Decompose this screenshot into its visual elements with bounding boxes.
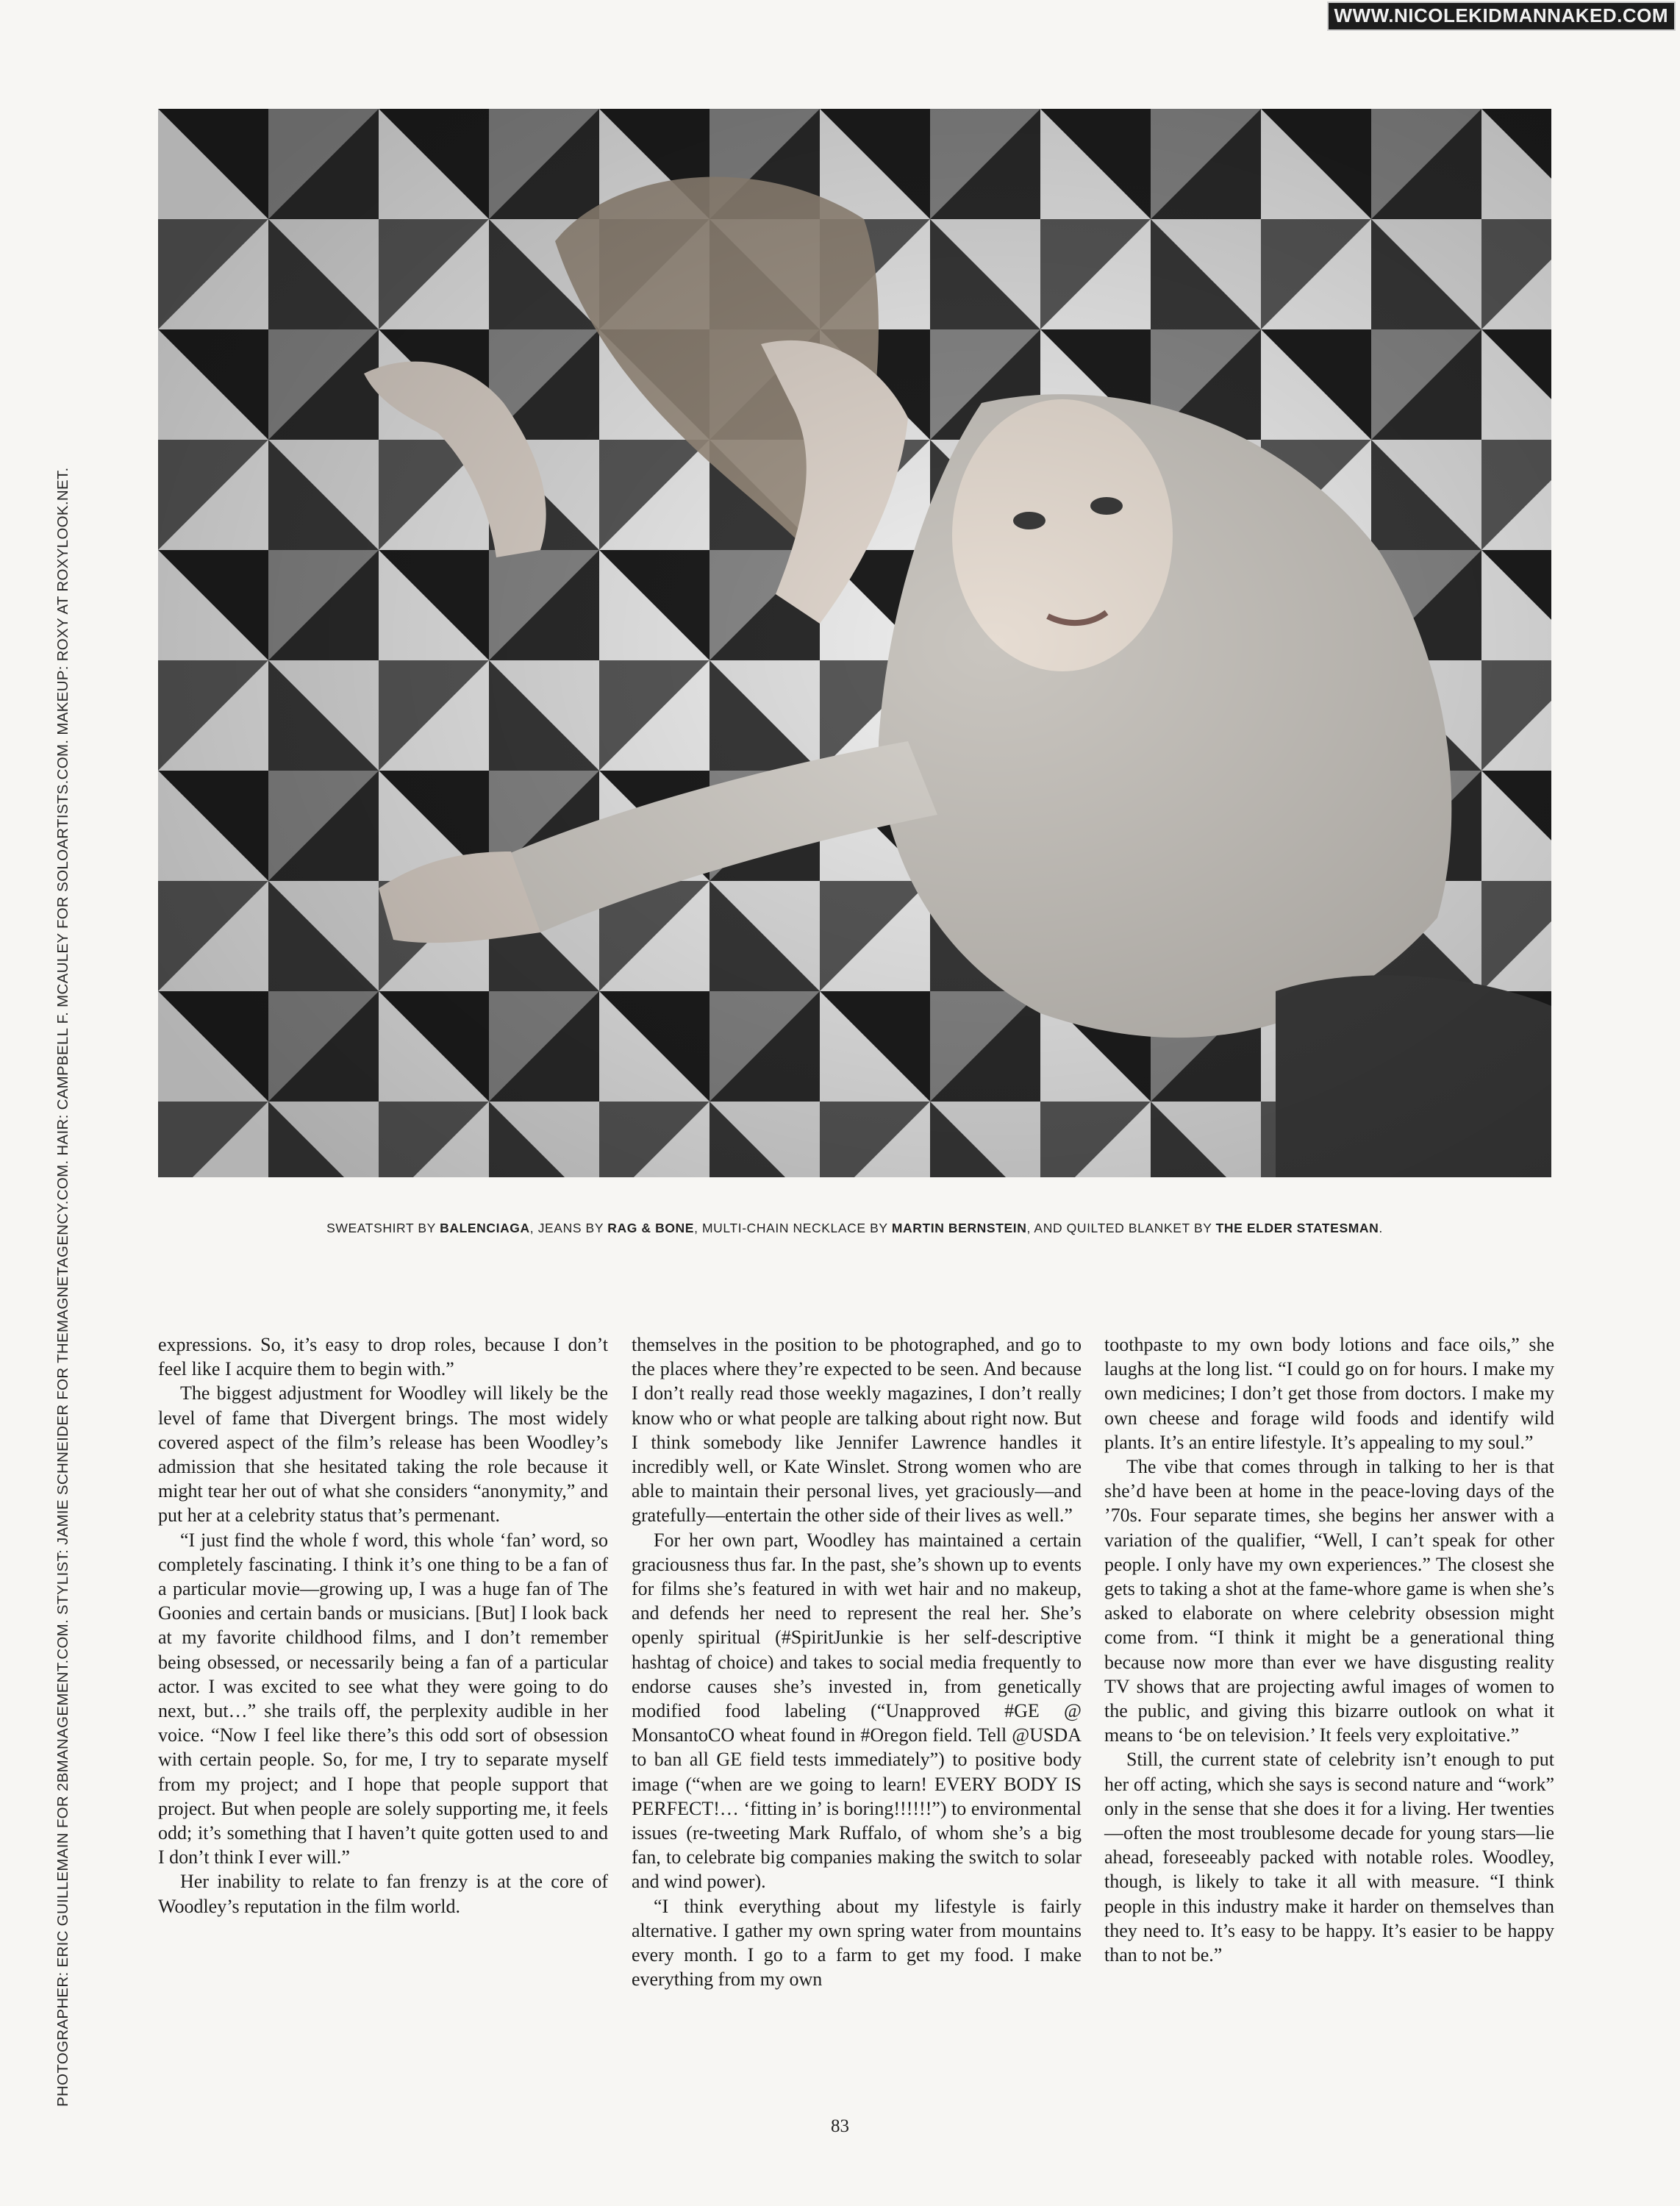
paragraph: Her inability to relate to fan frenzy is at the core of Woodley’s reputation in the film world. [158,1871,608,1917]
feature-photo [158,109,1551,1177]
paragraph: “I think everything about my lifestyle is fairly alternative. I gather my own spring water from mountains every month. I go to a farm to get my food. I make everything from my own [632,1895,1082,1991]
paragraph: “I just find the whole f word, this whole ‘fan’ word, so completely fascinating. I think it’s one thing to be a fan of a particular movie—growing up, I was a huge fan of The Goonies and certain bands or musicians. [But] I look back at my favorite childhood films, and I don’t remember being obsessed, or necessarily being a fan of a particular actor. I was excited to see what they were going to do next, but…” she trails off, the perplexity audible in her voice. “Now I feel like there’s this odd sort of obsession with certain people. So, for me, I try to separate myself from my project; and I hope that people support that project. But when people are solely supporting me, it feels odd; it’s something that I haven’t quite gotten used to and I don’t think I ever will.” [158,1529,608,1868]
caption-text: , MULTI-CHAIN NECKLACE BY [694,1221,892,1235]
caption-text: SWEATSHIRT BY [326,1221,440,1235]
watermark-url: WWW.NICOLEKIDMANNAKED.COM [1327,1,1676,31]
paragraph: The vibe that comes through in talking to her is that she’d have been at home in the peace-loving days of the ’70s. Four separate times, she begins her answer with a variation of the qualifier, “Well, I can’t speak for other people. I only have my own experiences.” The closest she gets to taking a shot at the fame-whore game is when she’s asked to elaborate on where celebrity obsession might come from. “I think it might be a generational thing because now more than ever we have disgusting reality TV shows that are projecting awful images of women to the public, and giving this bizarre outlook on what it means to ‘be on television.’ It feels very exploitative.” [1104,1456,1554,1746]
caption-brand-sweatshirt: BALENCIAGA [440,1221,530,1235]
paragraph: toothpaste to my own body lotions and face oils,” she laughs at the long list. “I could go on for hours. I make my own medicines; I don’t get those from doctors. I make my own cheese and forage wild foods and identify wild plants. It’s an entire lifestyle. It’s appealing to my soul.” [1104,1334,1554,1453]
paragraph: expressions. So, it’s easy to drop roles, because I don’t feel like I acquire them to begin with.” [158,1334,608,1380]
photo-credits: PHOTOGRAPHER: ERIC GUILLEMAIN FOR 2BMANAGEMENT.COM. STYLIST: JAMIE SCHNEIDER FOR THEMAGNETAGENCY.COM. HAIR: CAMPBELL F. MCAULEY FOR SOLOARTISTS.COM. MAKEUP: ROXY AT ROXYLOOK.NET. [54,467,71,2107]
paragraph: For her own part, Woodley has maintained a certain graciousness thus far. In the past, she’s shown up to events for films she’s featured in with wet hair and no makeup, and defends her need to represent the real her. She’s openly spiritual (#SpiritJunkie is her self-descriptive hashtag of choice) and takes to social media frequently to endorse causes she’s invested in, from genetically modified food labeling (“Unapproved #GE @ MonsantoCO wheat found in #Oregon field. Tell @USDA to ban all GE field tests immediately”) to positive body image (“when are we going to learn! EVERY BODY IS PERFECT!… ‘fitting in’ is boring!!!!!!”) to environmental issues (re-tweeting Mark Ruffalo, of whom she’s a big fan, to celebrate big companies making the switch to solar and wind power). [632,1529,1082,1893]
photo-caption [158,1221,1551,1236]
paragraph: themselves in the position to be photographed, and go to the places where they’re expected to be seen. And because I don’t really read those weekly magazines, I don’t really know who or what people are talking about right now. But I think somebody like Jennifer Lawrence handles it incredibly well, or Kate Winslet. Strong women who are able to maintain their personal lives, yet graciously—and gratefully—entertain the other side of their lives as well.” [632,1334,1082,1527]
caption-text: , AND QUILTED BLANKET BY [1026,1221,1216,1235]
page-number: 83 [831,2116,849,2136]
photo-credits-container [32,290,71,2107]
caption-brand-blanket: THE ELDER STATESMAN [1215,1221,1379,1235]
photo-illustration [158,109,1551,1177]
caption-text: . [1379,1221,1383,1235]
paragraph: Still, the current state of celebrity isn’t enough to put her off acting, which she says is second nature and “work” only in the sense that she does it for a living. Her twenties—often the most troublesome decade for young stars—lie ahead, foreseeably packed with notable roles. Woodley, though, is likely to take it all with measure. “I think people in this industry make it harder on themselves than they need to. It’s easy to be happy. It’s easier to be happy than to not be.” [1104,1749,1554,1966]
article-column-3 [1104,1332,1554,1967]
caption-brand-necklace: MARTIN BERNSTEIN [891,1221,1027,1235]
caption-text: , JEANS BY [529,1221,608,1235]
article-column-2 [632,1332,1082,1991]
article-column-1 [158,1332,608,1918]
paragraph: The biggest adjustment for Woodley will likely be the level of fame that Divergent brings. The most widely covered aspect of the film’s release has been Woodley’s admission that she hesitated taking the role because it might tear her out of what she considers “anonymity,” and put her at a celebrity status that’s permenant. [158,1382,608,1527]
caption-brand-jeans: RAG & BONE [607,1221,695,1235]
